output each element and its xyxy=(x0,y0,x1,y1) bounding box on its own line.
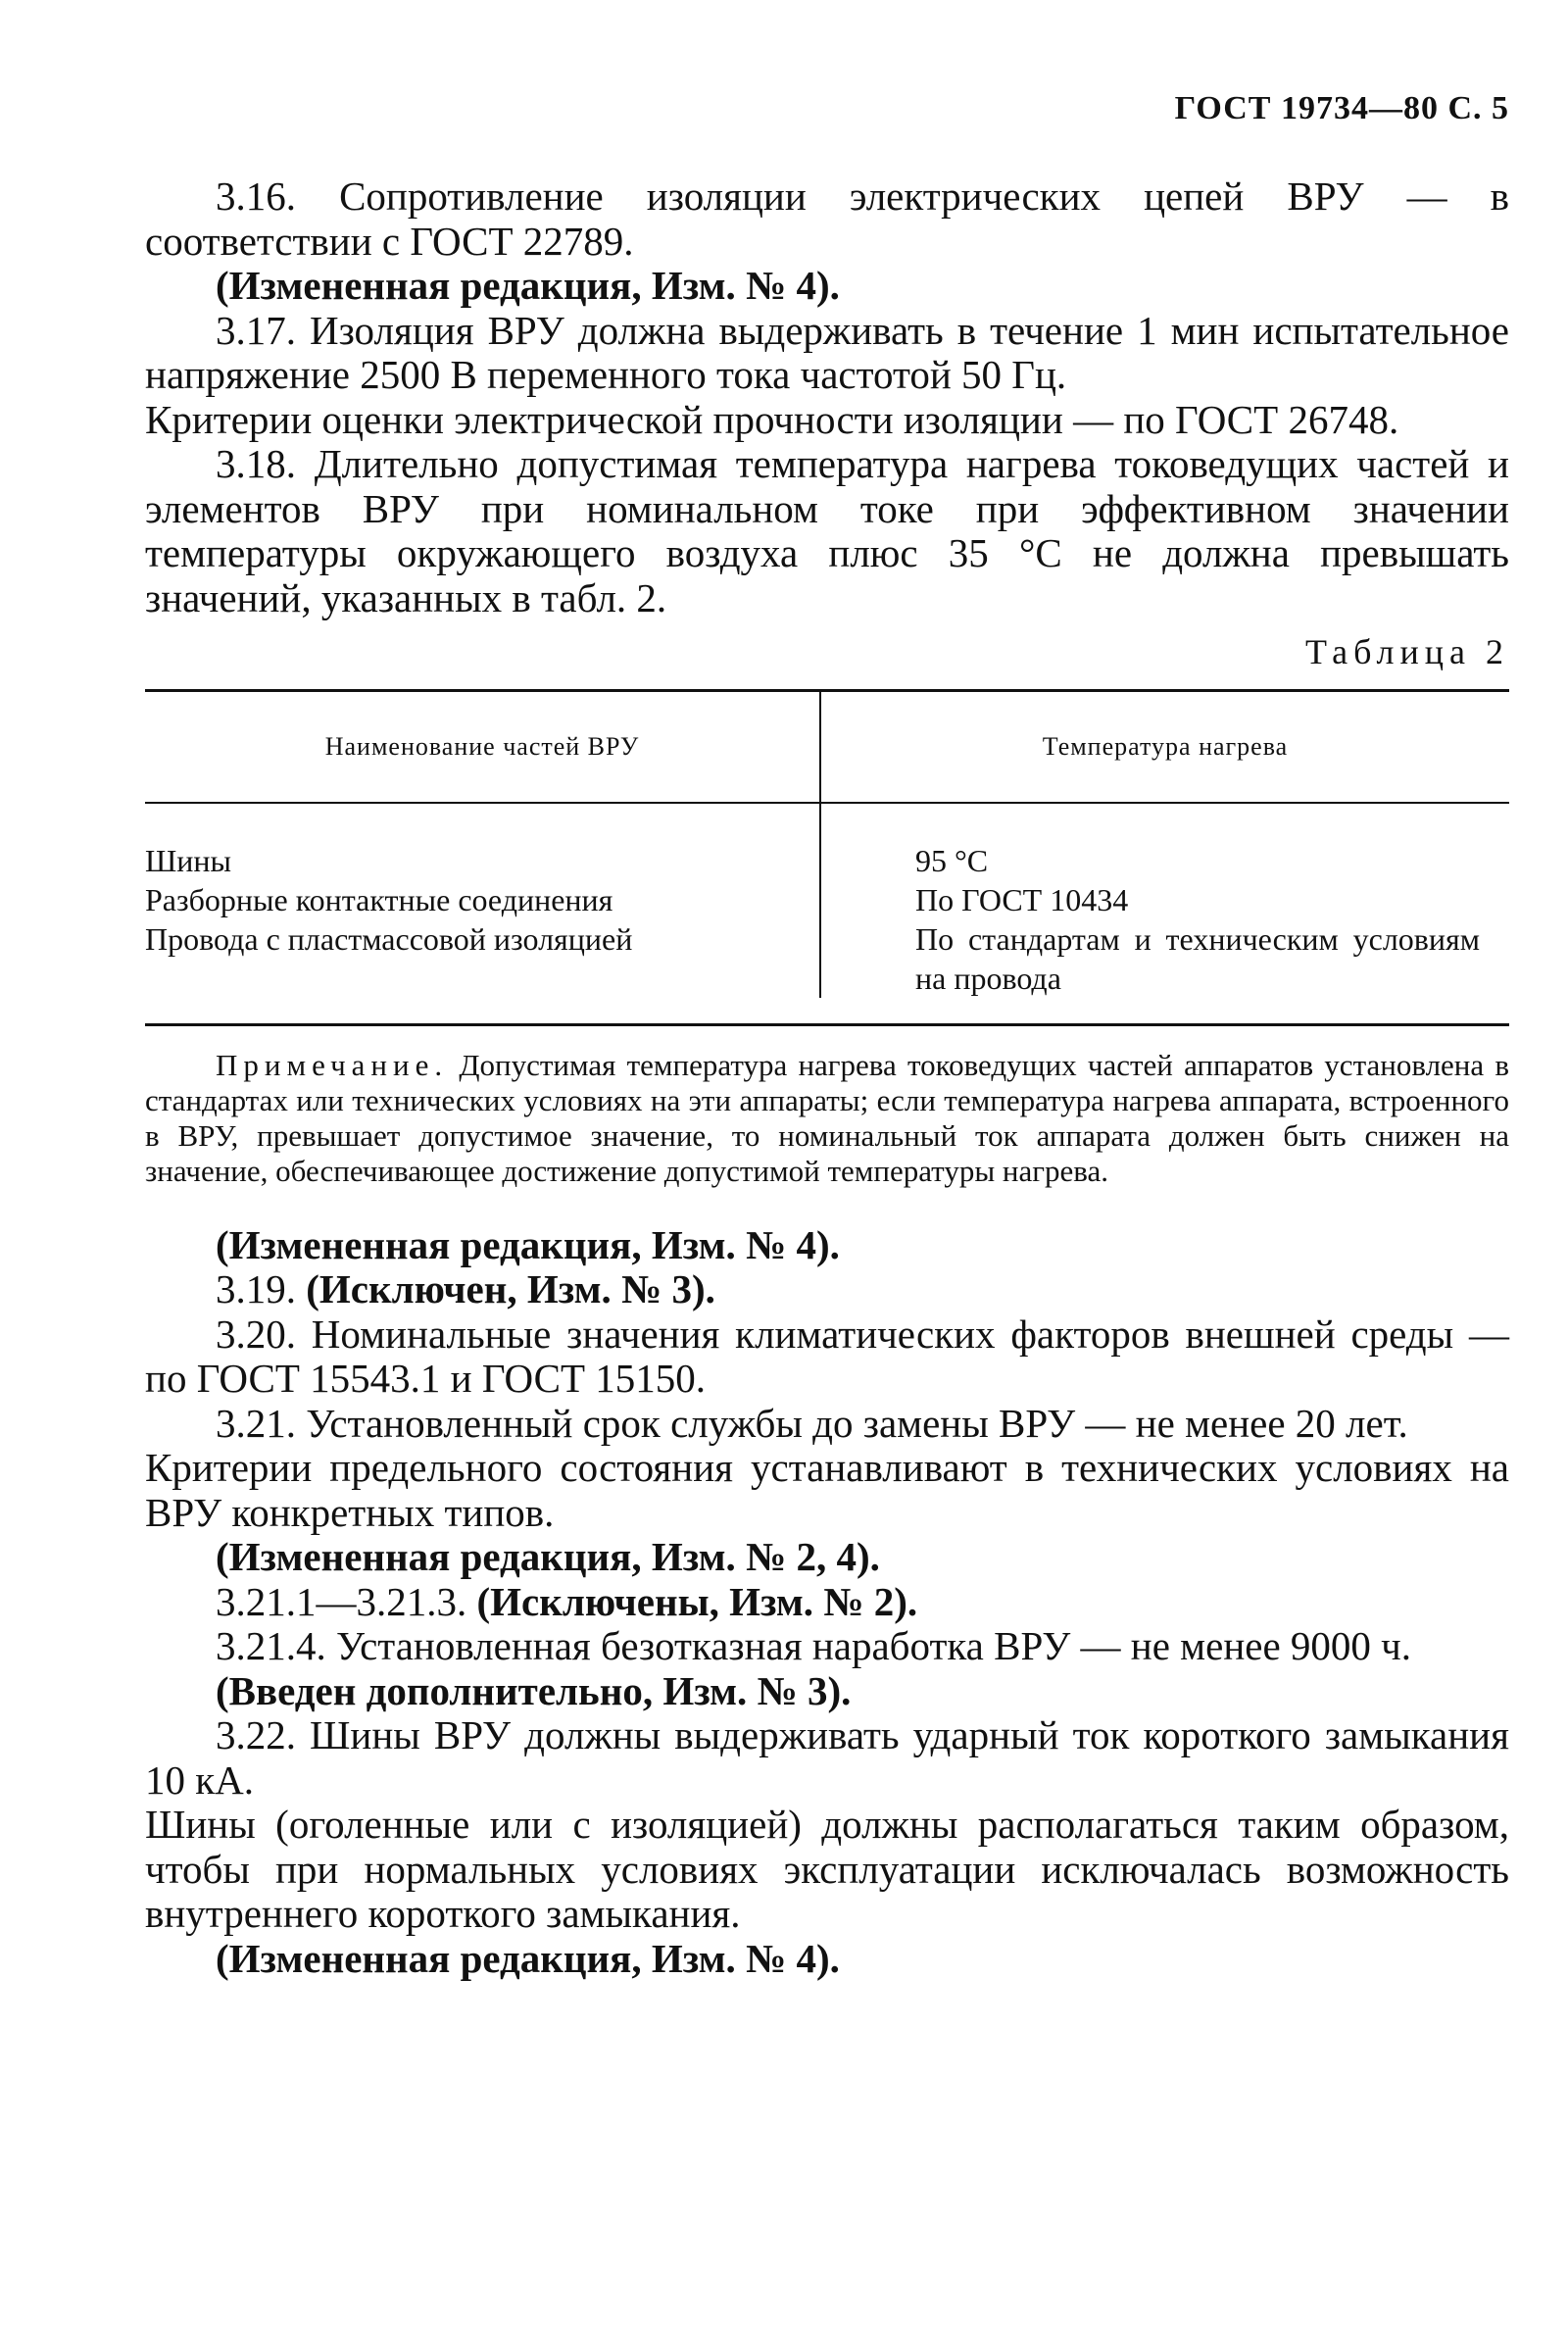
column-header-temperature: Температура нагрева xyxy=(1042,731,1289,761)
paragraph-3-18: 3.18. Длительно допустимая температура нагрева токоведущих частей и элементов ВРУ при номинальном токе при эффективном значении температуры окружающего воздуха плюс 35 °С не должна превышать значений, указанных в табл. 2. xyxy=(145,441,1509,620)
paragraph-3-21-1 xyxy=(145,1580,1509,1625)
paragraph-3-21-4: 3.21.4. Установленная безотказная наработка ВРУ — не менее 9000 ч. xyxy=(216,1623,1412,1668)
paragraph-3-19 xyxy=(145,1267,1509,1312)
column-header-part: Наименование частей ВРУ xyxy=(145,692,821,802)
paragraph-3-21: 3.21. Установленный срок службы до замены ВРУ — не менее 20 лет. xyxy=(216,1400,1408,1446)
paragraph-3-17: 3.17. Изоляция ВРУ должна выдерживать в течение 1 мин испытательное напряжение 2500 В переменного тока частотой 50 Гц. xyxy=(145,307,1509,397)
table-cell: Разборные контактные соединения xyxy=(145,881,613,917)
paragraph-3-17-criteria: Критерии оценки электрической прочности изоляции — по ГОСТ 26748. xyxy=(145,396,1399,442)
amendment-note: (Введен дополнительно, Изм. № 3). xyxy=(216,1667,852,1713)
clause-status: (Исключен, Изм. № 3). xyxy=(306,1266,715,1311)
amendment-note: (Измененная редакция, Изм. № 4). xyxy=(216,1221,840,1267)
table-cell: Провода с пластмассовой изоляцией xyxy=(145,920,633,957)
note-label: Примечание. xyxy=(216,1047,449,1082)
table-note xyxy=(145,1048,1509,1189)
running-header: ГОСТ 19734—80 С. 5 xyxy=(1174,90,1509,126)
clause-status: (Исключены, Изм. № 2). xyxy=(476,1578,918,1624)
table-header-row xyxy=(145,692,1509,804)
amendment-note: (Измененная редакция, Изм. № 2, 4). xyxy=(216,1534,880,1579)
document-body xyxy=(145,174,1509,1981)
table-column-temperatures xyxy=(821,804,1509,998)
table-body xyxy=(145,804,1509,1023)
paragraph-3-16: 3.16. Сопротивление изоляции электрических цепей ВРУ — в соответствии с ГОСТ 22789. xyxy=(145,173,1509,264)
table-cell: 95 °С xyxy=(915,842,989,878)
table-cell: По ГОСТ 10434 xyxy=(915,881,1129,917)
amendment-note: (Измененная редакция, Изм. № 4). xyxy=(216,263,840,308)
paragraph-3-22-busbars: Шины (оголенные или с изоляцией) должны располагаться таким образом, чтобы при нормальных условиях эксплуатации исключалась возможность внутреннего короткого замыкания. xyxy=(145,1802,1509,1936)
paragraph-3-21-criteria: Критерии предельного состояния устанавливают в технических условиях на ВРУ конкретных типов. xyxy=(145,1445,1509,1535)
table-column-parts xyxy=(145,804,821,998)
clause-number: 3.19. xyxy=(216,1266,307,1311)
temperature-table xyxy=(145,689,1509,1026)
clause-number: 3.21.1—3.21.3. xyxy=(216,1578,477,1624)
note-text: Допустимая температура нагрева токоведущих частей аппаратов установлена в стандартах или технических условиях на эти аппараты; если температура нагрева аппарата, встроенного в ВРУ, превышает допустимое значение, то номинальный ток аппарата должен быть снижен на значение, обеспечивающее достижение допустимой температуры нагрева. xyxy=(145,1047,1509,1188)
paragraph-3-20: 3.20. Номинальные значения климатических факторов внешней среды — по ГОСТ 15543.1 и ГОСТ 15150. xyxy=(145,1311,1509,1401)
table-caption: Таблица 2 xyxy=(1305,632,1509,671)
amendment-note: (Измененная редакция, Изм. № 4). xyxy=(216,1935,840,1981)
table-cell: Шины xyxy=(145,842,232,878)
paragraph-3-22: 3.22. Шины ВРУ должны выдерживать ударный ток короткого замыкания 10 кА. xyxy=(145,1712,1509,1803)
table-cell: По стандартам и техническим условиям на провода xyxy=(915,920,1480,996)
